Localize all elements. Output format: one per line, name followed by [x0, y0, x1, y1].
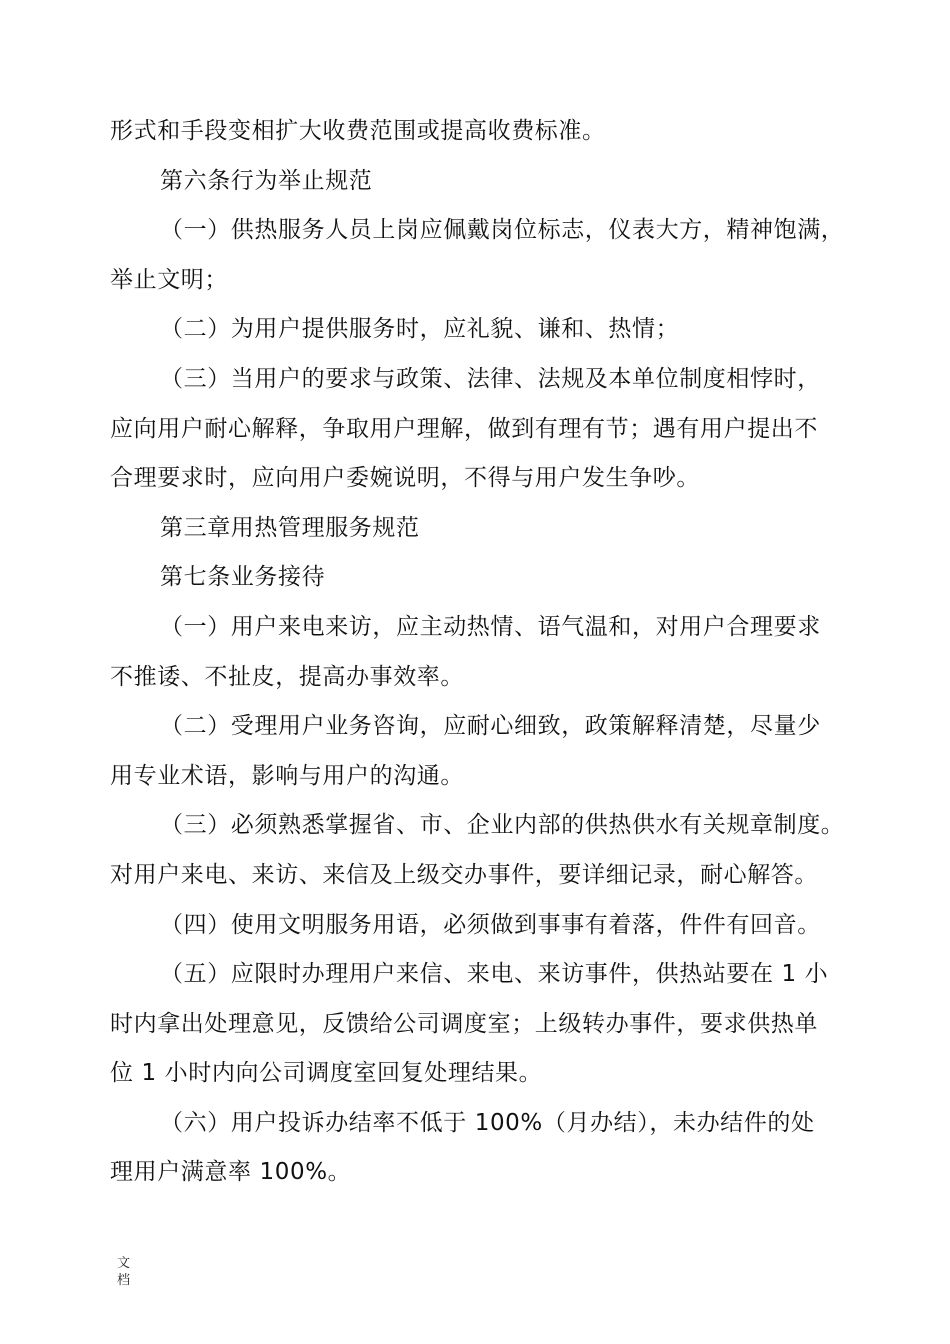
text-line: 举止文明； — [110, 266, 228, 293]
text-line: （一）用户来电来访，应主动热情、语气温和，对用户合理要求 — [160, 613, 821, 640]
text-line: （六）用户投诉办结率不低于 100%（月办结），未办结件的处 — [160, 1109, 815, 1136]
text-line: 合理要求时，应向用户委婉说明，不得与用户发生争吵。 — [110, 465, 700, 492]
text-line: 位 1 小时内向公司调度室回复处理结果。 — [110, 1060, 543, 1087]
document-body — [110, 107, 870, 1198]
text-line: 形式和手段变相扩大收费范围或提高收费标准。 — [110, 118, 606, 144]
text-line: （三）必须熟悉掌握省、市、企业内部的供热供水有关规章制度。 — [160, 812, 845, 839]
text-line: （二）为用户提供服务时，应礼貌、谦和、热情； — [160, 316, 680, 343]
text-line: 应向用户耐心解释，争取用户理解，做到有理有节；遇有用户提出不 — [110, 415, 818, 442]
text-line: （四）使用文明服务用语，必须做到事事有着落，件件有回音。 — [160, 911, 821, 938]
footer-char: 文 — [117, 1256, 131, 1271]
chapter-heading: 第三章用热管理服务规范 — [160, 514, 420, 541]
text-line: 理用户满意率 100%。 — [110, 1159, 352, 1186]
text-line: （五）应限时办理用户来信、来电、来访事件，供热站要在 1 小 — [160, 961, 829, 988]
text-line: （一）供热服务人员上岗应佩戴岗位标志，仪表大方，精神饱满， — [160, 217, 845, 244]
article-heading: 第七条业务接待 — [160, 564, 326, 591]
text-line: 用专业术语，影响与用户的沟通。 — [110, 762, 464, 789]
text-line: 不推诿、不扯皮，提高办事效率。 — [110, 663, 464, 690]
footer-watermark — [117, 1255, 133, 1289]
text-line: （三）当用户的要求与政策、法律、法规及本单位制度相悖时， — [160, 365, 821, 392]
article-heading: 第六条行为举止规范 — [160, 167, 373, 194]
text-line: 时内拿出处理意见，反馈给公司调度室；上级转办事件，要求供热单 — [110, 1010, 818, 1037]
footer-char: 档 — [117, 1273, 131, 1288]
text-line: 对用户来电、来访、来信及上级交办事件，要详细记录，耐心解答。 — [110, 861, 818, 888]
text-line: （二）受理用户业务咨询，应耐心细致，政策解释清楚，尽量少 — [160, 713, 821, 740]
